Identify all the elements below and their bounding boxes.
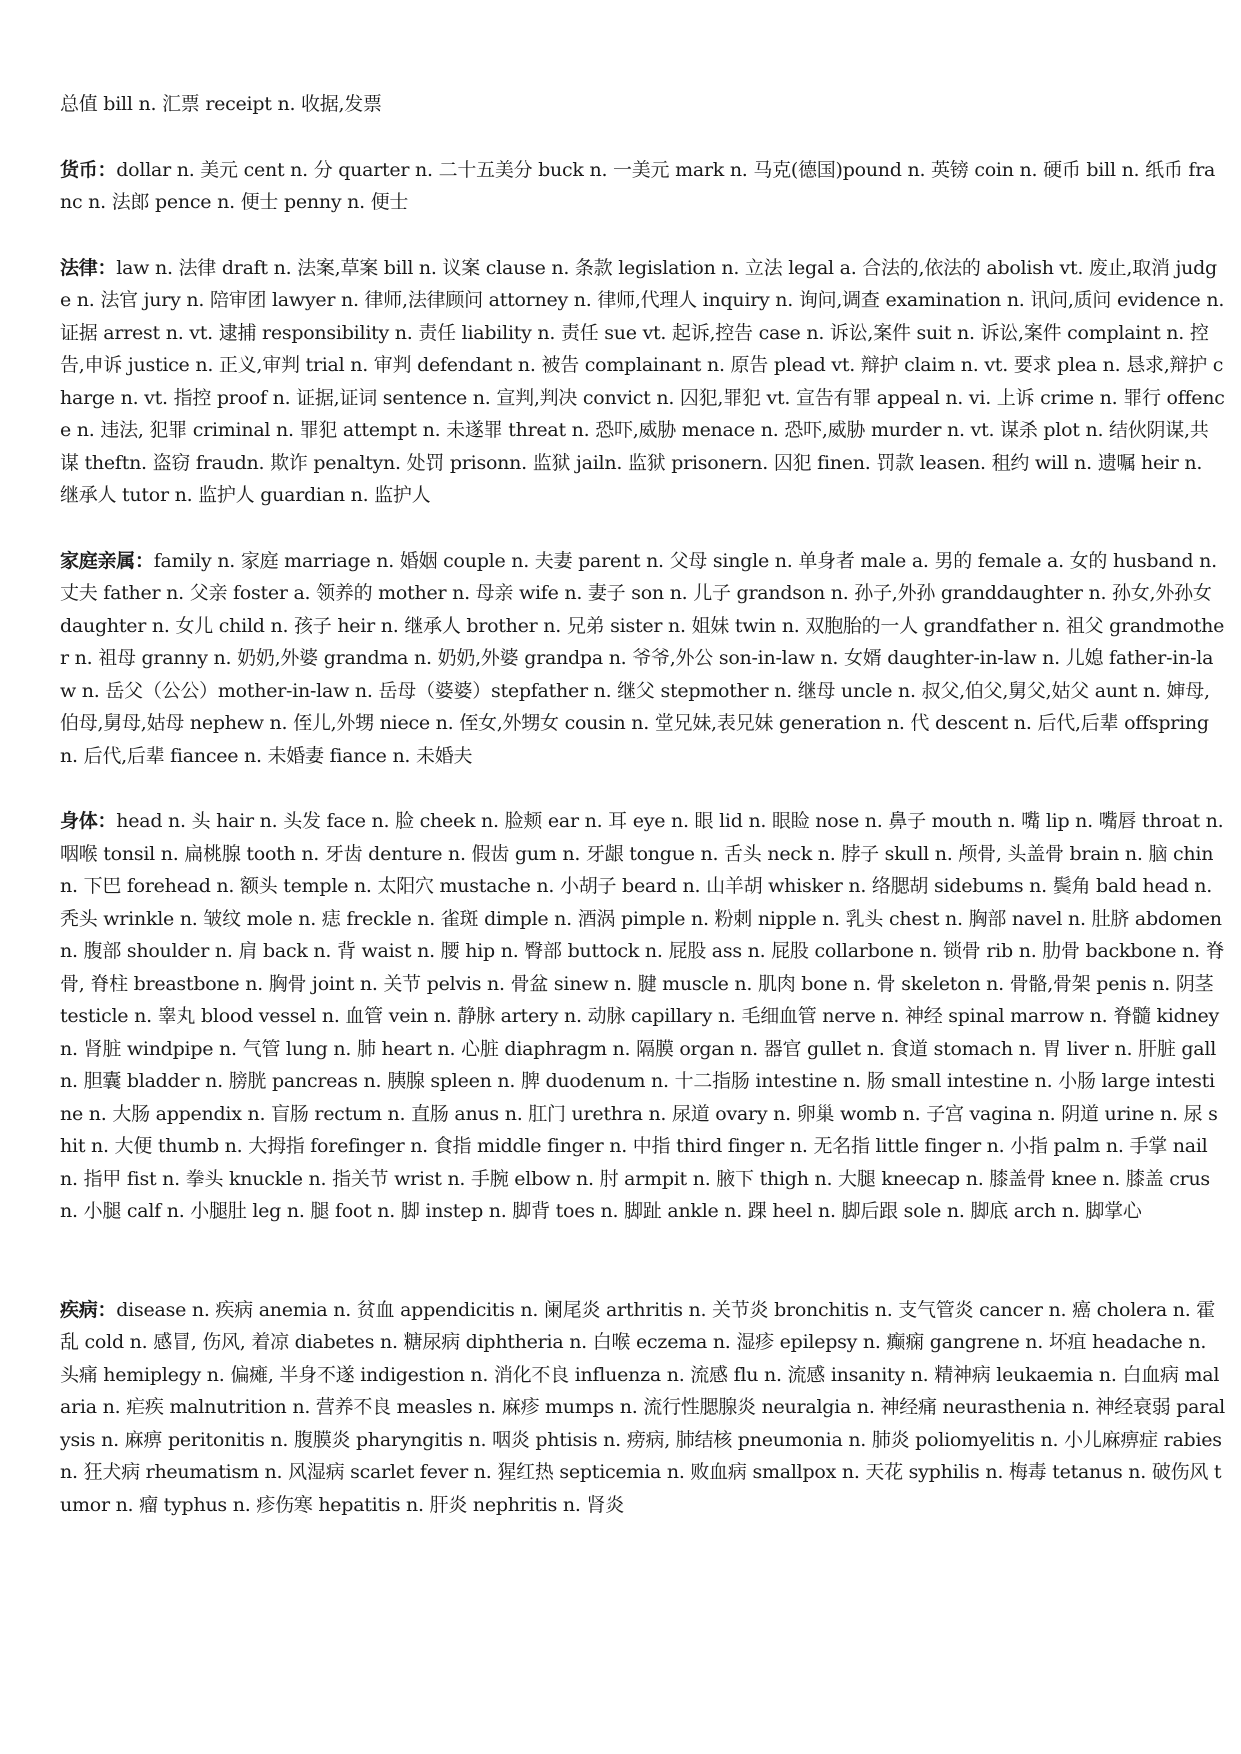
section-heading-family: 家庭亲属： [60,549,154,572]
section-heading-disease: 疾病： [60,1298,117,1321]
intro-line-text: 总值 bill n. 汇票 receipt n. 收据,发票 [60,93,382,115]
section-heading-body: 身体： [60,810,117,832]
section-text-family: family n. 家庭 marriage n. 婚姻 couple n. 夫妻 parent n. 父母 single n. 单身者 male a. 男的 female a. 女的 husband n. 丈夫 father n. 父亲 foster a. 领养的 mother n. 母亲 wife n. 妻子 son n. 儿子 grandson n. 孙子,外孙 granddaughter n. 孙女,外孙女 daughter n. 女儿 child n. 孩子 heir n. 继承人 brother n. 兄弟 sister n. 姐妹 twin n. 双胞胎的一人 grandfather n. 祖父 grandmother n. 祖母 granny n. 奶奶,外婆 grandma n. 奶奶,外婆 grandpa n. 爷爷,外公 son-in-law n. 女婿 daughter-in-law n. 儿媳 father-in-law n. 岳父（公公）mother-in-law n. 岳母（婆婆）stepfather n. 继父 stepmother n. 继母 uncle n. 叔父,伯父,舅父,姑父 aunt n. 婶母,伯母,舅母,姑母 nephew n. 侄儿,外甥 niece n. 侄女,外甥女 cousin n. 堂兄妹,表兄妹 generation n. 代 descent n. 后代,后辈 offspring n. 后代,后辈 fiancee n. 未婚妻 fiance n. 未婚夫 [60,549,1225,767]
section-text-body: head n. 头 hair n. 头发 face n. 脸 cheek n. 脸颊 ear n. 耳 eye n. 眼 lid n. 眼睑 nose n. 鼻子 mouth n. 嘴 lip n. 嘴唇 throat n. 咽喉 tonsil n. 扁桃腺 tooth n. 牙齿 denture n. 假齿 gum n. 牙龈 tongue n. 舌头 neck n. 脖子 skull n. 颅骨, 头盖骨 brain n. 脑 chin n. 下巴 forehead n. 额头 temple n. 太阳穴 mustache n. 小胡子 beard n. 山羊胡 whisker n. 络腮胡 sidebums n. 鬓角 bald head n. 秃头 wrinkle n. 皱纹 mole n. 痣 freckle n. 雀斑 dimple n. 酒涡 pimple n. 粉刺 nipple n. 乳头 chest n. 胸部 navel n. 肚脐 abdomen n. 腹部 shoulder n. 肩 back n. 背 waist n. 腰 hip n. 臀部 buttock n. 屁股 ass n. 屁股 collarbone n. 锁骨 rib n. 肋骨 backbone n. 脊骨, 脊柱 breastbone n. 胸骨 joint n. 关节 pelvis n. 骨盆 sinew n. 腱 muscle n. 肌肉 bone n. 骨 skeleton n. 骨骼,骨架 penis n. 阴茎 testicle n. 睾丸 blood vessel n. 血管 vein n. 静脉 artery n. 动脉 capillary n. 毛细血管 nerve n. 神经 spinal marrow n. 脊髓 kidney n. 肾脏 windpipe n. 气管 lung n. 肺 heart n. 心脏 diaphragm n. 隔膜 organ n. 器官 gullet n. 食道 stomach n. 胃 liver n. 肝脏 gall n. 胆囊 bladder n. 膀胱 pancreas n. 胰腺 spleen n. 脾 duodenum n. 十二指肠 intestine n. 肠 small intestine n. 小肠 large intestine n. 大肠 appendix n. 盲肠 rectum n. 直肠 anus n. 肛门 urethra n. 尿道 ovary n. 卵巢 womb n. 子宫 vagina n. 阴道 urine n. 尿 shit n. 大便 thumb n. 大拇指 forefinger n. 食指 middle finger n. 中指 third finger n. 无名指 little finger n. 小指 palm n. 手掌 nail n. 指甲 fist n. 拳头 knuckle n. 指关节 wrist n. 手腕 elbow n. 肘 armpit n. 腋下 thigh n. 大腿 kneecap n. 膝盖骨 knee n. 膝盖 crus n. 小腿 calf n. 小腿肚 leg n. 腿 foot n. 脚 instep n. 脚背 toes n. 脚趾 ankle n. 踝 heel n. 脚后跟 sole n. 脚底 arch n. 脚掌心 [60,810,1225,1222]
intro-line [60,88,1225,121]
section-disease [60,1294,1225,1522]
section-currency [60,154,1225,219]
section-family [60,545,1225,773]
section-heading-currency: 货币： [60,158,117,181]
document-page [60,88,1225,1554]
section-text-currency: dollar n. 美元 cent n. 分 quarter n. 二十五美分 buck n. 一美元 mark n. 马克(德国)pound n. 英镑 coin n. 硬币 bill n. 纸币 franc n. 法郎 pence n. 便士 penny n. 便士 [60,158,1216,213]
section-text-law: law n. 法律 draft n. 法案,草案 bill n. 议案 clause n. 条款 legislation n. 立法 legal a. 合法的,依法的 abolish vt. 废止,取消 judge n. 法官 jury n. 陪审团 lawyer n. 律师,法律顾问 attorney n. 律师,代理人 inquiry n. 询问,调查 examination n. 讯问,质问 evidence n. 证据 arrest n. vt. 逮捕 responsibility n. 责任 liability n. 责任 sue vt. 起诉,控告 case n. 诉讼,案件 suit n. 诉讼,案件 complaint n. 控告,申诉 justice n. 正义,审判 trial n. 审判 defendant n. 被告 complainant n. 原告 plead vt. 辩护 claim n. vt. 要求 plea n. 恳求,辩护 charge n. vt. 指控 proof n. 证据,证词 sentence n. 宣判,判决 convict n. 囚犯,罪犯 vt. 宣告有罪 appeal n. vi. 上诉 crime n. 罪行 offence n. 违法, 犯罪 criminal n. 罪犯 attempt n. 未遂罪 threat n. 恐吓,威胁 menace n. 恐吓,威胁 murder n. vt. 谋杀 plot n. 结伙阴谋,共谋 theftn. 盗窃 fraudn. 欺诈 penaltyn. 处罚 prisonn. 监狱 jailn. 监狱 prisonern. 囚犯 finen. 罚款 leasen. 租约 will n. 遗嘱 heir n. 继承人 tutor n. 监护人 guardian n. 监护人 [60,256,1225,506]
section-law [60,252,1225,512]
section-text-disease: disease n. 疾病 anemia n. 贫血 appendicitis n. 阑尾炎 arthritis n. 关节炎 bronchitis n. 支气管炎 cancer n. 癌 cholera n. 霍乱 cold n. 感冒, 伤风, 着凉 diabetes n. 糖尿病 diphtheria n. 白喉 eczema n. 湿疹 epilepsy n. 癫痫 gangrene n. 坏疽 headache n. 头痛 hemiplegy n. 偏瘫, 半身不遂 indigestion n. 消化不良 influenza n. 流感 flu n. 流感 insanity n. 精神病 leukaemia n. 白血病 malaria n. 疟疾 malnutrition n. 营养不良 measles n. 麻疹 mumps n. 流行性腮腺炎 neuralgia n. 神经痛 neurasthenia n. 神经衰弱 paralysis n. 麻痹 peritonitis n. 腹膜炎 pharyngitis n. 咽炎 phtisis n. 痨病, 肺结核 pneumonia n. 肺炎 poliomyelitis n. 小儿麻痹症 rabies n. 狂犬病 rheumatism n. 风湿病 scarlet fever n. 猩红热 septicemia n. 败血病 smallpox n. 天花 syphilis n. 梅毒 tetanus n. 破伤风 tumor n. 瘤 typhus n. 疹伤寒 hepatitis n. 肝炎 nephritis n. 肾炎 [60,1298,1225,1516]
section-heading-law: 法律： [60,256,117,279]
section-body [60,805,1225,1228]
